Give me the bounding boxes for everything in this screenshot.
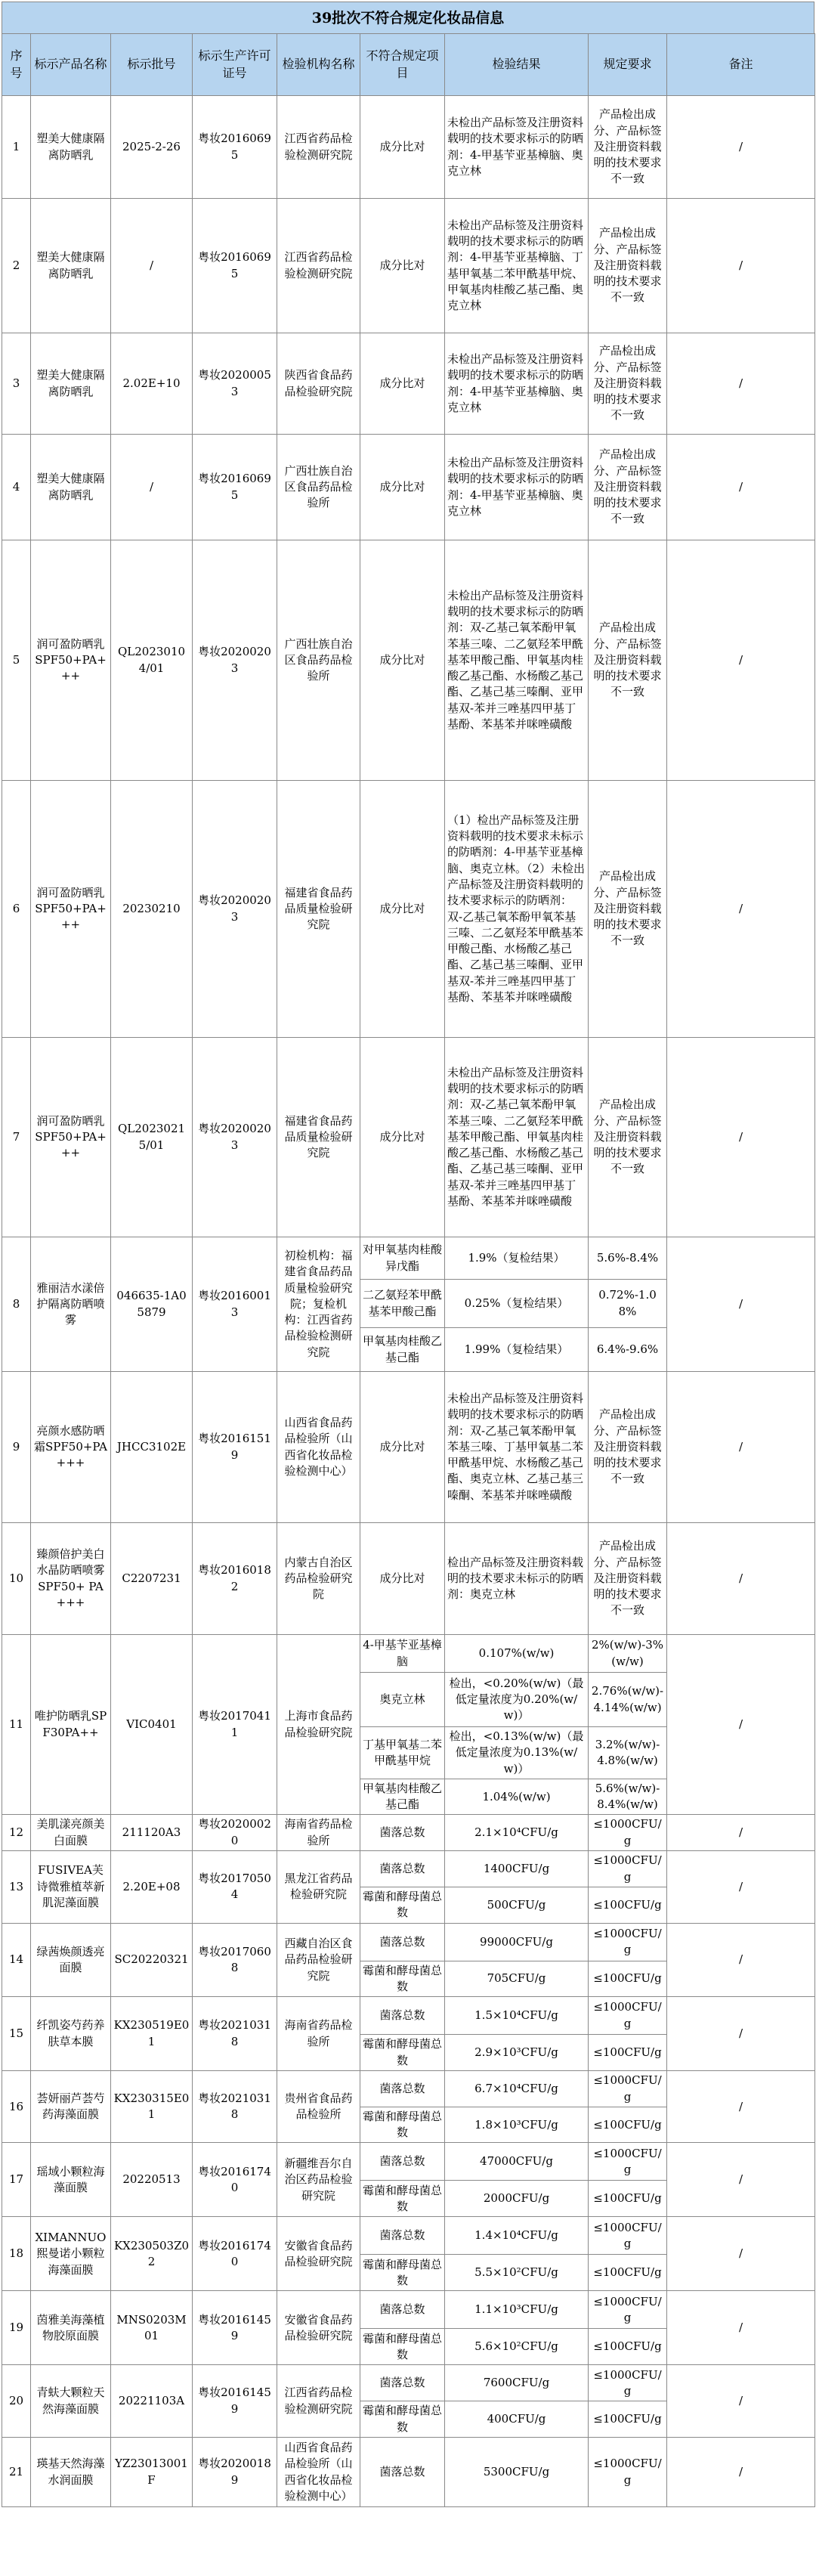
testing-agency: 江西省药品检验检测研究院 [277, 2365, 360, 2438]
product-name: 塑美大健康隔离防晒乳 [31, 199, 111, 333]
test-result: 99000CFU/g [445, 1923, 589, 1961]
noncompliant-item: 成分比对 [360, 781, 445, 1038]
product-name: 臻颜倍护美白水晶防晒喷雾SPF50+ PA+++ [31, 1523, 111, 1635]
test-result: 未检出产品标签及注册资料载明的技术要求标示的防晒剂：双-乙基己氧苯酚甲氧苯基三嗪、二乙氨羟苯甲酰基苯甲酸己酯、甲氧基肉桂酸乙基己酯、水杨酸乙基己酯、乙基己基三嗪酮、亚甲基双-苯并三唑基四甲基丁基酚、苯基苯并咪唑磺酸 [445, 1038, 589, 1237]
batch-number: KX230503Z02 [111, 2217, 193, 2291]
testing-agency: 黑龙江省药品检验研究院 [277, 1851, 360, 1924]
test-result: 未检出产品标签及注册资料载明的技术要求标示的防晒剂：4-甲基苄亚基樟脑、奥克立林 [445, 333, 589, 435]
remark: / [667, 1523, 815, 1635]
table-row [2, 2365, 815, 2401]
noncompliant-item: 成分比对 [360, 1038, 445, 1237]
test-result: 2000CFU/g [445, 2181, 589, 2217]
testing-agency: 陕西省食品药品检验研究院 [277, 333, 360, 435]
noncompliant-item: 菌落总数 [360, 1851, 445, 1887]
test-result: （1）检出产品标签及注册资料载明的技术要求未标示的防晒剂：4-甲基苄亚基樟脑、奥克立林。（2）未检出产品标签及注册资料载明的技术要求标示的防晒剂：双-乙基己氧苯酚甲氧苯基三嗪、二乙氨羟苯甲酰基苯甲酸己酯、水杨酸乙基己酯、乙基己基三嗪酮、亚甲基双-苯并三唑基四甲基丁基酚、苯基苯并咪唑磺酸 [445, 781, 589, 1038]
batch-number: QL20230104/01 [111, 540, 193, 781]
batch-number: SC20220321 [111, 1923, 193, 1997]
noncompliant-item: 丁基甲氧基二苯甲酰基甲烷 [360, 1727, 445, 1779]
remark: / [667, 1372, 815, 1523]
testing-agency: 山西省食品药品检验所（山西省化妆品检验检测中心） [277, 1372, 360, 1523]
row-number: 15 [2, 1997, 31, 2071]
requirement: 产品检出成分、产品标签及注册资料载明的技术要求不一致 [589, 781, 667, 1038]
table-row [2, 1851, 815, 1887]
table-row [2, 1038, 815, 1237]
batch-number: KX230519E01 [111, 1997, 193, 2071]
noncompliant-item: 霉菌和酵母菌总数 [360, 2107, 445, 2143]
test-result: 检出，<0.13%(w/w)（最低定量浓度为0.13%(w/w)） [445, 1727, 589, 1779]
batch-number: / [111, 435, 193, 540]
product-name: 美肌漾亮颜美白面膜 [31, 1815, 111, 1851]
testing-agency: 海南省药品检验所 [277, 1815, 360, 1851]
noncompliant-item: 成分比对 [360, 96, 445, 199]
table-row [2, 2217, 815, 2255]
table-row [2, 1815, 815, 1851]
test-result: 未检出产品标签及注册资料载明的技术要求标示的防晒剂：双-乙基己氧苯酚甲氧苯基三嗪、丁基甲氧基二苯甲酰基甲烷、水杨酸乙基己酯、奥克立林、乙基己基三嗪酮、苯基苯并咪唑磺酸 [445, 1372, 589, 1523]
test-result: 2.1×10⁴CFU/g [445, 1815, 589, 1851]
test-result: 1.04%(w/w) [445, 1779, 589, 1815]
requirement: 产品检出成分、产品标签及注册资料载明的技术要求不一致 [589, 1038, 667, 1237]
row-number: 8 [2, 1237, 31, 1372]
header-cell-batch: 标示批号 [111, 34, 193, 96]
requirement: 产品检出成分、产品标签及注册资料载明的技术要求不一致 [589, 96, 667, 199]
noncompliant-item: 奥克立林 [360, 1673, 445, 1727]
product-name: 亮颜水感防晒霜SPF50+PA+++ [31, 1372, 111, 1523]
test-result: 5.5×10²CFU/g [445, 2255, 589, 2291]
requirement: ≤1000CFU/g [589, 2071, 667, 2107]
remark: / [667, 1815, 815, 1851]
noncompliant-item: 菌落总数 [360, 2217, 445, 2255]
noncompliant-item: 霉菌和酵母菌总数 [360, 2329, 445, 2365]
testing-agency: 安徽省食品药品检验研究院 [277, 2291, 360, 2365]
product-name: 瑶域小颗粒海藻面膜 [31, 2143, 111, 2217]
noncompliant-item: 霉菌和酵母菌总数 [360, 2035, 445, 2071]
license-number: 粤妆20160695 [193, 199, 277, 333]
noncompliant-item: 菌落总数 [360, 1997, 445, 2035]
row-number: 9 [2, 1372, 31, 1523]
batch-number: C2207231 [111, 1523, 193, 1635]
batch-number: JHCC3102E [111, 1372, 193, 1523]
requirement: 产品检出成分、产品标签及注册资料载明的技术要求不一致 [589, 1523, 667, 1635]
requirement: 产品检出成分、产品标签及注册资料载明的技术要求不一致 [589, 333, 667, 435]
row-number: 1 [2, 96, 31, 199]
row-number: 18 [2, 2217, 31, 2291]
product-name: 纤凯姿芍药养肤草本膜 [31, 1997, 111, 2071]
batch-number: VIC0401 [111, 1635, 193, 1815]
remark: / [667, 2071, 815, 2143]
batch-number: 2.02E+10 [111, 333, 193, 435]
product-name: 塑美大健康隔离防晒乳 [31, 96, 111, 199]
table-title: 39批次不符合规定化妆品信息 [2, 2, 814, 33]
license-number: 粤妆20160695 [193, 435, 277, 540]
requirement: 5.6%(w/w)-8.4%(w/w) [589, 1779, 667, 1815]
product-name: 青蚨大颗粒天然海藻面膜 [31, 2365, 111, 2438]
table-row [2, 2071, 815, 2107]
test-result: 1.99%（复检结果） [445, 1328, 589, 1372]
requirement: ≤100CFU/g [589, 2181, 667, 2217]
product-name: 雅丽洁水漾倍护隔离防晒喷雾 [31, 1237, 111, 1372]
row-number: 14 [2, 1923, 31, 1997]
testing-agency: 海南省药品检验所 [277, 1997, 360, 2071]
batch-number: 20220513 [111, 2143, 193, 2217]
license-number: 粤妆20160182 [193, 1523, 277, 1635]
table-row [2, 1635, 815, 1673]
noncompliant-item: 菌落总数 [360, 2291, 445, 2329]
noncompliant-item: 成分比对 [360, 1372, 445, 1523]
license-number: 粤妆20170504 [193, 1851, 277, 1924]
test-result: 未检出产品标签及注册资料载明的技术要求标示的防晒剂：4-甲基苄亚基樟脑、奥克立林 [445, 435, 589, 540]
table-body [2, 96, 815, 2507]
row-number: 20 [2, 2365, 31, 2438]
requirement: 0.72%-1.08% [589, 1280, 667, 1328]
license-number: 粤妆20200203 [193, 1038, 277, 1237]
product-name: 瑛基天然海藻水润面膜 [31, 2438, 111, 2507]
testing-agency: 江西省药品检验检测研究院 [277, 96, 360, 199]
row-number: 12 [2, 1815, 31, 1851]
testing-agency: 贵州省食品药品检验所 [277, 2071, 360, 2143]
requirement: 产品检出成分、产品标签及注册资料载明的技术要求不一致 [589, 435, 667, 540]
row-number: 5 [2, 540, 31, 781]
license-number: 粤妆20200189 [193, 2438, 277, 2507]
remark: / [667, 1038, 815, 1237]
row-number: 6 [2, 781, 31, 1038]
requirement: ≤100CFU/g [589, 1887, 667, 1924]
remark: / [667, 435, 815, 540]
requirement: 产品检出成分、产品标签及注册资料载明的技术要求不一致 [589, 1372, 667, 1523]
product-name: FUSIVEA芙诗微雅植萃新肌泥藻面膜 [31, 1851, 111, 1924]
test-result: 未检出产品标签及注册资料载明的技术要求标示的防晒剂：4-甲基苄亚基樟脑、丁基甲氧基二苯甲酰基甲烷、甲氧基肉桂酸乙基己酯、奥克立林 [445, 199, 589, 333]
requirement: ≤1000CFU/g [589, 2365, 667, 2401]
noncompliant-item: 甲氧基肉桂酸乙基己酯 [360, 1328, 445, 1372]
remark: / [667, 333, 815, 435]
batch-number: / [111, 199, 193, 333]
noncompliant-item: 成分比对 [360, 1523, 445, 1635]
remark: / [667, 2291, 815, 2365]
row-number: 16 [2, 2071, 31, 2143]
test-result: 500CFU/g [445, 1887, 589, 1924]
noncompliant-item: 成分比对 [360, 435, 445, 540]
requirement: 2%(w/w)-3%(w/w) [589, 1635, 667, 1673]
requirement: ≤100CFU/g [589, 2329, 667, 2365]
remark: / [667, 2143, 815, 2217]
requirement: ≤1000CFU/g [589, 2438, 667, 2507]
product-name: 塑美大健康隔离防晒乳 [31, 333, 111, 435]
remark: / [667, 1997, 815, 2071]
remark: / [667, 96, 815, 199]
table-row [2, 435, 815, 540]
license-number: 粤妆20161740 [193, 2217, 277, 2291]
license-number: 粤妆20161459 [193, 2365, 277, 2438]
header-cell-agency: 检验机构名称 [277, 34, 360, 96]
test-result: 400CFU/g [445, 2401, 589, 2438]
noncompliant-item: 菌落总数 [360, 2365, 445, 2401]
requirement: 6.4%-9.6% [589, 1328, 667, 1372]
header-cell-result: 检验结果 [445, 34, 589, 96]
row-number: 7 [2, 1038, 31, 1237]
table-row [2, 1997, 815, 2035]
noncompliant-item: 成分比对 [360, 199, 445, 333]
testing-agency: 内蒙古自治区药品检验研究院 [277, 1523, 360, 1635]
batch-number: KX230315E01 [111, 2071, 193, 2143]
test-result: 检出产品标签及注册资料载明的技术要求未标示的防晒剂：奥克立林 [445, 1523, 589, 1635]
testing-agency: 广西壮族自治区食品药品检验所 [277, 540, 360, 781]
noncompliant-item: 霉菌和酵母菌总数 [360, 2255, 445, 2291]
row-number: 3 [2, 333, 31, 435]
test-result: 1400CFU/g [445, 1851, 589, 1887]
header-cell-item: 不符合规定项目 [360, 34, 445, 96]
requirement: ≤100CFU/g [589, 2107, 667, 2143]
requirement: 3.2%(w/w)-4.8%(w/w) [589, 1727, 667, 1779]
table-row [2, 333, 815, 435]
product-name: 润可盈防晒乳SPF50+PA+++ [31, 1038, 111, 1237]
noncompliant-item: 4-甲基苄亚基樟脑 [360, 1635, 445, 1673]
license-number: 粤妆20200203 [193, 540, 277, 781]
row-number: 11 [2, 1635, 31, 1815]
row-number: 21 [2, 2438, 31, 2507]
requirement: ≤1000CFU/g [589, 2291, 667, 2329]
noncompliant-item: 霉菌和酵母菌总数 [360, 1887, 445, 1924]
test-result: 未检出产品标签及注册资料载明的技术要求标示的防晒剂：双-乙基己氧苯酚甲氧苯基三嗪、二乙氨羟苯甲酰基苯甲酸己酯、甲氧基肉桂酸乙基己酯、水杨酸乙基己酯、乙基己基三嗪酮、亚甲基双-苯并三唑基四甲基丁基酚、苯基苯并咪唑磺酸 [445, 540, 589, 781]
test-result: 1.1×10³CFU/g [445, 2291, 589, 2329]
product-name: 绿茜焕颜透亮面膜 [31, 1923, 111, 1997]
batch-number: QL20230215/01 [111, 1038, 193, 1237]
testing-agency: 上海市食品药品检验研究院 [277, 1635, 360, 1815]
batch-number: 20221103A [111, 2365, 193, 2438]
license-number: 粤妆20161459 [193, 2291, 277, 2365]
remark: / [667, 1237, 815, 1372]
table-row [2, 199, 815, 333]
table-row [2, 2438, 815, 2507]
testing-agency: 安徽省食品药品检验研究院 [277, 2217, 360, 2291]
row-number: 17 [2, 2143, 31, 2217]
header-cell-name: 标示产品名称 [31, 34, 111, 96]
license-number: 粤妆20200203 [193, 781, 277, 1038]
batch-number: 2.20E+08 [111, 1851, 193, 1924]
license-number: 粤妆20200020 [193, 1815, 277, 1851]
license-number: 粤妆20170608 [193, 1923, 277, 1997]
table-row [2, 781, 815, 1038]
requirement: ≤1000CFU/g [589, 2217, 667, 2255]
batch-number: 20230210 [111, 781, 193, 1038]
noncompliant-item: 霉菌和酵母菌总数 [360, 1961, 445, 1997]
test-result: 1.5×10⁴CFU/g [445, 1997, 589, 2035]
testing-agency: 广西壮族自治区食品药品检验所 [277, 435, 360, 540]
document-sheet [2, 2, 814, 2507]
product-name: 荟妍丽芦荟芍药海藻面膜 [31, 2071, 111, 2143]
product-name: XIMANNUO熙曼诺小颗粒海藻面膜 [31, 2217, 111, 2291]
license-number: 粤妆20200053 [193, 333, 277, 435]
row-number: 10 [2, 1523, 31, 1635]
header-cell-requirement: 规定要求 [589, 34, 667, 96]
requirement: ≤100CFU/g [589, 2401, 667, 2438]
testing-agency: 西藏自治区食品药品检验研究院 [277, 1923, 360, 1997]
test-result: 7600CFU/g [445, 2365, 589, 2401]
testing-agency: 新疆维吾尔自治区药品检验研究院 [277, 2143, 360, 2217]
license-number: 粤妆20210318 [193, 1997, 277, 2071]
table-row [2, 1523, 815, 1635]
noncompliant-item: 菌落总数 [360, 2438, 445, 2507]
product-name: 茵雅美海藻植物胶原面膜 [31, 2291, 111, 2365]
test-result: 47000CFU/g [445, 2143, 589, 2181]
test-result: 检出，<0.20%(w/w)（最低定量浓度为0.20%(w/w)） [445, 1673, 589, 1727]
requirement: 2.76%(w/w)-4.14%(w/w) [589, 1673, 667, 1727]
requirement: ≤1000CFU/g [589, 1997, 667, 2035]
row-number: 4 [2, 435, 31, 540]
header-cell-no: 序号 [2, 34, 31, 96]
remark: / [667, 2365, 815, 2438]
license-number: 粤妆20161740 [193, 2143, 277, 2217]
product-name: 唯护防晒乳SPF30PA++ [31, 1635, 111, 1815]
row-number: 19 [2, 2291, 31, 2365]
noncompliant-item: 二乙氨羟苯甲酰基苯甲酸己酯 [360, 1280, 445, 1328]
testing-agency: 山西省食品药品检验所（山西省化妆品检验检测中心） [277, 2438, 360, 2507]
remark: / [667, 199, 815, 333]
testing-agency: 江西省药品检验检测研究院 [277, 199, 360, 333]
table-row [2, 96, 815, 199]
remark: / [667, 781, 815, 1038]
requirement: ≤1000CFU/g [589, 2143, 667, 2181]
license-number: 粤妆20160013 [193, 1237, 277, 1372]
noncompliant-item: 菌落总数 [360, 1815, 445, 1851]
test-result: 0.107%(w/w) [445, 1635, 589, 1673]
noncompliant-item: 成分比对 [360, 333, 445, 435]
license-number: 粤妆20210318 [193, 2071, 277, 2143]
header-cell-license: 标示生产许可证号 [193, 34, 277, 96]
license-number: 粤妆20170411 [193, 1635, 277, 1815]
product-name: 润可盈防晒乳SPF50+PA+++ [31, 540, 111, 781]
noncompliant-item: 菌落总数 [360, 2071, 445, 2107]
batch-number: YZ23013001F [111, 2438, 193, 2507]
requirement: ≤100CFU/g [589, 2035, 667, 2071]
license-number: 粤妆20161519 [193, 1372, 277, 1523]
table-row [2, 2291, 815, 2329]
remark: / [667, 2438, 815, 2507]
row-number: 2 [2, 199, 31, 333]
noncompliant-item: 菌落总数 [360, 1923, 445, 1961]
remark: / [667, 1851, 815, 1924]
remark: / [667, 1923, 815, 1997]
product-name: 润可盈防晒乳SPF50+PA+++ [31, 781, 111, 1038]
test-result: 1.9%（复检结果） [445, 1237, 589, 1280]
table-row [2, 1237, 815, 1280]
batch-number: 046635-1A05879 [111, 1237, 193, 1372]
table-row [2, 540, 815, 781]
remark: / [667, 2217, 815, 2291]
requirement: ≤1000CFU/g [589, 1815, 667, 1851]
testing-agency: 初检机构：福建省食品药品质量检验研究院；复检机构：江西省药品检验检测研究院 [277, 1237, 360, 1372]
noncompliant-item: 霉菌和酵母菌总数 [360, 2181, 445, 2217]
table-row [2, 1923, 815, 1961]
requirement: 产品检出成分、产品标签及注册资料载明的技术要求不一致 [589, 540, 667, 781]
noncompliant-item: 成分比对 [360, 540, 445, 781]
test-result: 未检出产品标签及注册资料载明的技术要求标示的防晒剂：4-甲基苄亚基樟脑、奥克立林 [445, 96, 589, 199]
test-result: 705CFU/g [445, 1961, 589, 1997]
batch-number: 2025-2-26 [111, 96, 193, 199]
header-cell-remark: 备注 [667, 34, 815, 96]
testing-agency: 福建省食品药品质量检验研究院 [277, 1038, 360, 1237]
requirement: ≤100CFU/g [589, 2255, 667, 2291]
requirement: ≤1000CFU/g [589, 1923, 667, 1961]
header-row [2, 34, 815, 96]
requirement: 5.6%-8.4% [589, 1237, 667, 1280]
row-number: 13 [2, 1851, 31, 1924]
testing-agency: 福建省食品药品质量检验研究院 [277, 781, 360, 1038]
requirement: ≤100CFU/g [589, 1961, 667, 1997]
requirement: 产品检出成分、产品标签及注册资料载明的技术要求不一致 [589, 199, 667, 333]
batch-number: MNS0203M01 [111, 2291, 193, 2365]
noncompliant-item: 对甲氧基肉桂酸异戊酯 [360, 1237, 445, 1280]
test-result: 2.9×10³CFU/g [445, 2035, 589, 2071]
test-result: 0.25%（复检结果） [445, 1280, 589, 1328]
noncompliant-item: 霉菌和酵母菌总数 [360, 2401, 445, 2438]
test-result: 1.4×10⁴CFU/g [445, 2217, 589, 2255]
table-row [2, 1372, 815, 1523]
noncompliant-item: 甲氧基肉桂酸乙基己酯 [360, 1779, 445, 1815]
remark: / [667, 1635, 815, 1815]
batch-number: 211120A3 [111, 1815, 193, 1851]
remark: / [667, 540, 815, 781]
noncompliant-item: 菌落总数 [360, 2143, 445, 2181]
requirement: ≤1000CFU/g [589, 1851, 667, 1887]
test-result: 1.8×10³CFU/g [445, 2107, 589, 2143]
test-result: 5300CFU/g [445, 2438, 589, 2507]
test-result: 6.7×10⁴CFU/g [445, 2071, 589, 2107]
product-name: 塑美大健康隔离防晒乳 [31, 435, 111, 540]
table-row [2, 2143, 815, 2181]
test-result: 5.6×10²CFU/g [445, 2329, 589, 2365]
noncompliant-cosmetics-table [2, 33, 815, 2507]
license-number: 粤妆20160695 [193, 96, 277, 199]
